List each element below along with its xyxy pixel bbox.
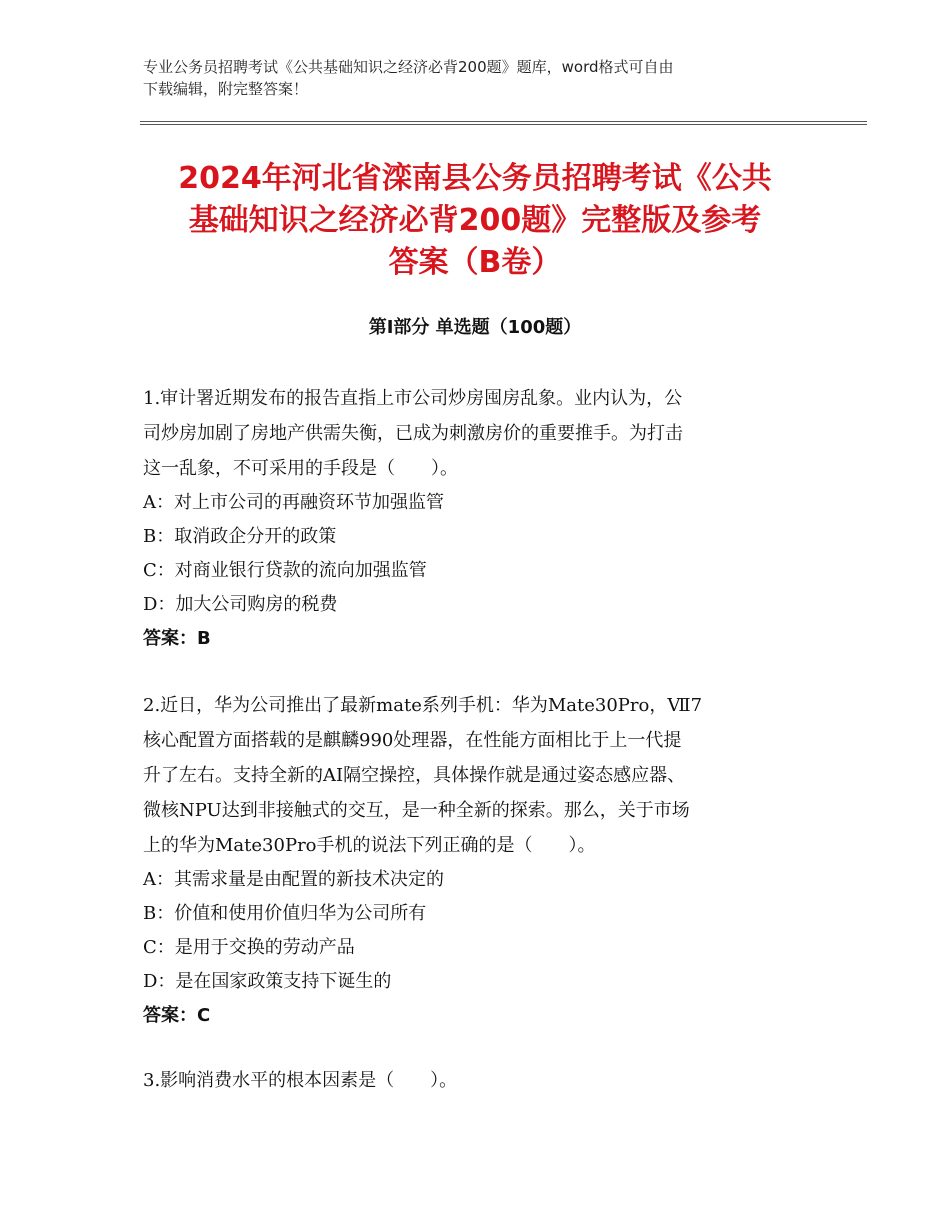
- option-d: D：是在国家政策支持下诞生的: [143, 971, 392, 992]
- option-a: A：对上市公司的再融资环节加强监管: [143, 492, 444, 513]
- answer-label: 答案：C: [143, 1005, 211, 1026]
- option-a: A：其需求量是由配置的新技术决定的: [143, 869, 444, 890]
- header-note: [143, 56, 803, 100]
- header-divider: [140, 121, 867, 122]
- question-stem-line: 上的华为Mate30Pro手机的说法下列正确的是（ ）。: [143, 835, 596, 856]
- title-line: 基础知识之经济必背200题》完整版及参考: [188, 203, 762, 238]
- question-3: [143, 1063, 803, 1098]
- header-note-line: 专业公务员招聘考试《公共基础知识之经济必背200题》题库，word格式可自由: [143, 58, 674, 76]
- question-2: [143, 688, 803, 1033]
- section-heading: 第Ⅰ部分 单选题（100题）: [368, 317, 582, 338]
- document-title: [120, 158, 830, 284]
- question-1: [143, 381, 803, 656]
- question-stem-line: 司炒房加剧了房地产供需失衡，已成为刺激房价的重要推手。为打击: [143, 423, 683, 444]
- question-stem-line: 3.影响消费水平的根本因素是（ ）。: [143, 1070, 458, 1091]
- question-stem-line: 这一乱象，不可采用的手段是（ ）。: [143, 458, 458, 479]
- title-line: 答案（B卷）: [388, 245, 562, 280]
- option-c: C：是用于交换的劳动产品: [143, 937, 355, 958]
- option-b: B：价值和使用价值归华为公司所有: [143, 903, 427, 924]
- header-divider: [140, 124, 867, 125]
- option-c: C：对商业银行贷款的流向加强监管: [143, 560, 427, 581]
- question-stem-line: 1.审计署近期发布的报告直指上市公司炒房囤房乱象。业内认为，公: [143, 388, 683, 409]
- question-stem-line: 核心配置方面搭载的是麒麟990处理器，在性能方面相比于上一代提: [143, 730, 682, 751]
- answer-label: 答案：B: [143, 628, 211, 649]
- header-note-line: 下载编辑，附完整答案！: [143, 80, 309, 98]
- option-d: D：加大公司购房的税费: [143, 594, 338, 615]
- question-stem-line: 2.近日，华为公司推出了最新mate系列手机：华为Mate30Pro，Ⅶ7: [143, 695, 703, 716]
- option-b: B：取消政企分开的政策: [143, 526, 337, 547]
- question-stem-line: 升了左右。支持全新的AI隔空操控，具体操作就是通过姿态感应器、: [143, 765, 686, 786]
- question-stem-line: 微核NPU达到非接触式的交互，是一种全新的探索。那么，关于市场: [143, 800, 690, 821]
- title-line: 2024年河北省滦南县公务员招聘考试《公共: [178, 161, 772, 196]
